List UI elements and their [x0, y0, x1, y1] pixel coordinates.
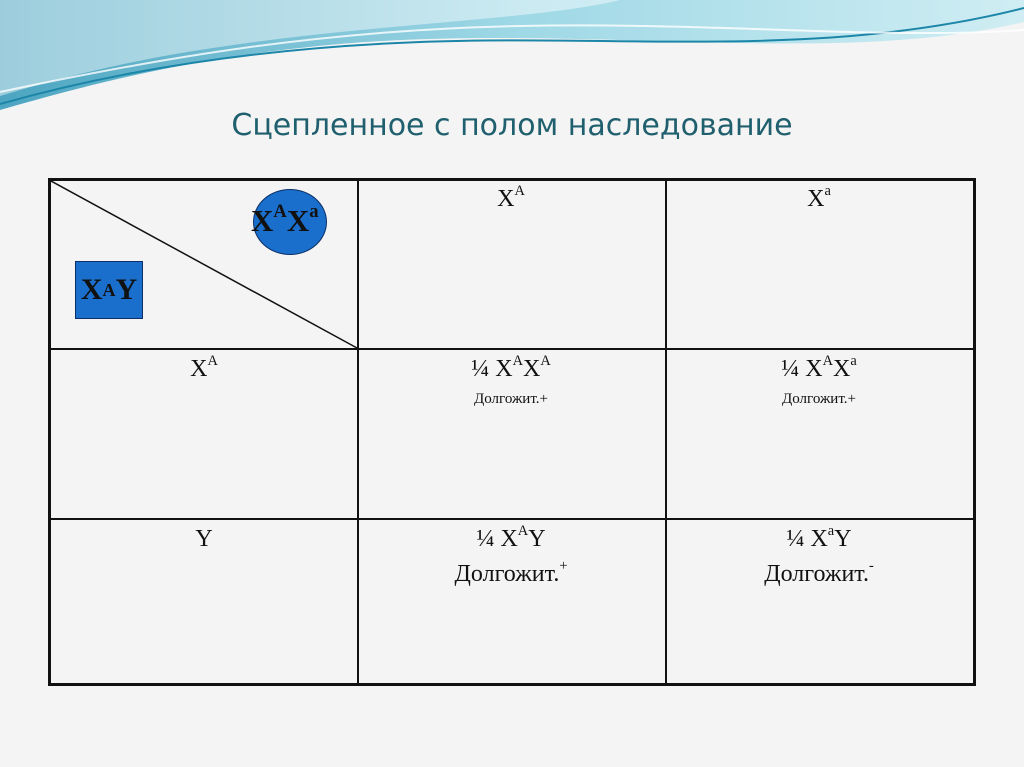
offspring-cell: ¼ $X^aY$ Долгожит.- — [764, 523, 874, 587]
female-genotype: $X^AX^a$ — [251, 201, 319, 238]
row-header-1: $X^A$ — [190, 353, 218, 382]
decorative-waves — [0, 0, 1024, 120]
grid-line — [665, 181, 667, 683]
male-genotype: X A Y — [75, 261, 143, 319]
offspring-cell: ¼ $X^AX^A$ Долгожит.+ — [471, 353, 551, 407]
column-header-2: $X^a$ — [807, 183, 831, 212]
row-header-2: Y — [195, 526, 213, 552]
offspring-cell: ¼ $X^AX^a$ Долгожит.+ — [781, 353, 857, 407]
page-title: Сцепленное с полом наследование — [231, 108, 793, 143]
grid-line — [51, 518, 973, 520]
punnett-square — [48, 178, 976, 686]
offspring-cell: ¼ $X^AY$ Долгожит.+ — [454, 523, 568, 587]
column-header-1: $X^A$ — [497, 183, 525, 212]
